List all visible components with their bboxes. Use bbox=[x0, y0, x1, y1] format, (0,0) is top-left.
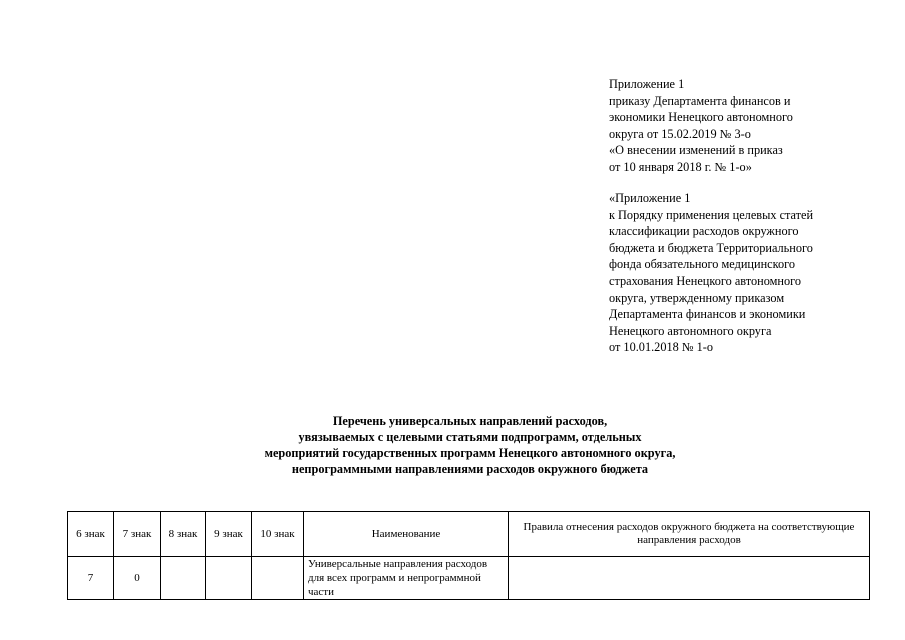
appendix-2-block bbox=[609, 190, 899, 356]
title-line: непрограммными направлениями расходов окружного бюджета bbox=[291, 462, 649, 476]
cell-9-sign bbox=[206, 557, 252, 600]
appendix-1-block bbox=[609, 76, 899, 176]
header-7-sign: 7 знак bbox=[114, 512, 161, 557]
appendix-2-line: бюджета и бюджета Территориального bbox=[609, 240, 813, 255]
header-rules: Правила отнесения расходов окружного бюджета на соответствующие направления расходов bbox=[509, 512, 870, 557]
appendix-2-line: классификации расходов окружного bbox=[609, 224, 799, 239]
appendix-2-line: Ненецкого автономного округа bbox=[609, 323, 772, 338]
appendix-2-line: к Порядку применения целевых статей bbox=[609, 207, 814, 222]
appendix-1-line: «О внесении изменений в приказ bbox=[609, 143, 783, 158]
appendix-1-line: округа от 15.02.2019 № 3-о bbox=[609, 126, 751, 141]
header-8-sign: 8 знак bbox=[161, 512, 206, 557]
header-name: Наименование bbox=[304, 512, 509, 557]
appendix-2-line: округа, утвержденному приказом bbox=[609, 290, 785, 305]
title-line: увязываемых с целевыми статьями подпрограмм, отдельных bbox=[298, 430, 642, 444]
appendix-2-line: «Приложение 1 bbox=[609, 191, 691, 205]
cell-name: Универсальные направления расходов для всех программ и непрограммной части bbox=[304, 557, 509, 600]
title-line: Перечень универсальных направлений расходов, bbox=[332, 414, 608, 428]
table-row bbox=[68, 557, 870, 600]
appendix-1-line: от 10 января 2018 г. № 1-о» bbox=[609, 159, 752, 174]
appendix-2-line: Департамента финансов и экономики bbox=[609, 307, 806, 322]
document-title bbox=[150, 413, 790, 477]
table-header-row bbox=[68, 512, 870, 557]
header-9-sign: 9 знак bbox=[206, 512, 252, 557]
appendix-1-line: приказу Департамента финансов и bbox=[609, 93, 791, 108]
appendix-2-line: страхования Ненецкого автономного bbox=[609, 273, 802, 288]
cell-rules bbox=[509, 557, 870, 600]
title-line: мероприятий государственных программ Ненецкого автономного округа, bbox=[264, 446, 676, 460]
header-6-sign: 6 знак bbox=[68, 512, 114, 557]
directions-table bbox=[67, 511, 870, 600]
appendix-1-line: Приложение 1 bbox=[609, 77, 685, 91]
appendix-2-line: от 10.01.2018 № 1-о bbox=[609, 340, 714, 355]
header-10-sign: 10 знак bbox=[252, 512, 304, 557]
cell-7-sign: 0 bbox=[114, 557, 161, 600]
appendix-1-line: экономики Ненецкого автономного bbox=[609, 110, 793, 125]
appendix-2-line: фонда обязательного медицинского bbox=[609, 257, 796, 272]
cell-8-sign bbox=[161, 557, 206, 600]
cell-10-sign bbox=[252, 557, 304, 600]
cell-6-sign: 7 bbox=[68, 557, 114, 600]
